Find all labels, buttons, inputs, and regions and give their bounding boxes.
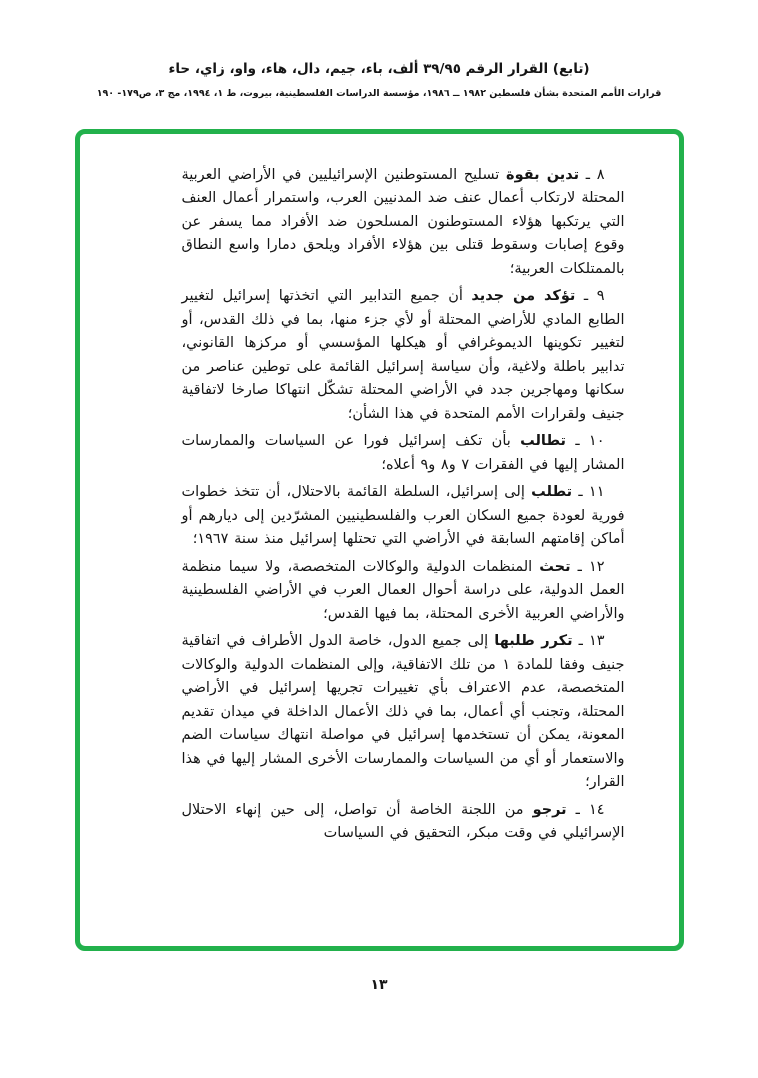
- resolution-body: [182, 164, 625, 846]
- resolution-paragraph-12: [182, 556, 625, 627]
- paragraph-lead: تحث: [539, 558, 571, 575]
- highlight-border-box: [75, 129, 684, 951]
- paragraph-lead: تكرر طلبها: [494, 633, 573, 650]
- resolution-paragraph-13: [182, 630, 625, 795]
- paragraph-text: المنظمات الدولية والوكالات المتخصصة، ولا سيما منظمة العمل الدولية، على دراسة أحوال العمال العرب في الأراضي الفلسطينية والأراضي العربية الأخرى المحتلة، بما فيها القدس؛: [181, 558, 625, 622]
- paragraph-number: ١٠ ـ: [575, 433, 605, 450]
- paragraph-number: ٩ ـ: [583, 288, 605, 305]
- resolution-paragraph-8: [182, 164, 625, 282]
- paragraph-text: إلى إسرائيل، السلطة القائمة بالاحتلال، أن تتخذ خطوات فورية لعودة جميع السكان العرب والفلسطينيين المشرّدين إلى ديارهم أو أماكن إقامتهم السابقة في الأراضي التي تحتلها إسرائيل منذ سنة ١٩٦٧؛: [181, 484, 625, 548]
- paragraph-number: ١٤ ـ: [575, 801, 605, 818]
- paragraph-number: ١١ ـ: [578, 484, 605, 501]
- paragraph-lead: تؤكد من جديد: [471, 288, 576, 305]
- paragraph-lead: تطالب: [520, 433, 566, 450]
- paragraph-text: إلى جميع الدول، خاصة الدول الأطراف في اتفاقية جنيف وفقا للمادة ١ من تلك الاتفاقية، وإلى المنظمات الدولية والوكالات المتخصصة، عدم الاعتراف بأي تغييرات تجريها إسرائيل في الأراضي المحتلة، وتجنب أي أعمال، بما في ذلك الأعمال الداخلة في ميدان تقديم المعونة، يمكن أن تستخدمها إسرائيل في مواصلة انتهاك سياسات الضم والاستعمار أو أي من السياسات والممارسات الأخرى المشار إليها في هذا القرار؛: [181, 633, 625, 791]
- paragraph-lead: ترجو: [532, 801, 567, 818]
- resolution-paragraph-10: [182, 430, 625, 477]
- resolution-title: (تابع) القرار الرقم ٣٩/٩٥ ألف، باء، جيم، دال، هاء، واو، زاي، حاء: [168, 61, 590, 77]
- paragraph-text: من اللجنة الخاصة أن تواصل، إلى حين إنهاء الاحتلال الإسرائيلي في وقت مبكر، التحقيق في السياسات: [181, 801, 625, 842]
- paragraph-text: بأن تكف إسرائيل فورا عن السياسات والممارسات المشار إليها في الفقرات ٧ و٨ و٩ أعلاه؛: [181, 433, 625, 473]
- paragraph-text: أن جميع التدابير التي اتخذتها إسرائيل لتغيير الطابع المادي للأراضي المحتلة أو لأي جزء منها، بما في ذلك القدس، أو لتغيير تكوينها الديموغرافي أو هيكلها المؤسسي أو مركزها القانوني، تدابير باطلة ولاغية، وأن سياسة إسرائيل القائمة على توطين عناصر من سكانها ومهاجرين جدد في الأراضي المحتلة تشكّل انتهاكا صارخا لاتفاقية جنيف ولقرارات الأمم المتحدة في هذا الشأن؛: [181, 288, 625, 422]
- paragraph-number: ٨ ـ: [585, 166, 605, 183]
- paragraph-lead: تدين بقوة: [506, 166, 580, 183]
- source-citation: قرارات الأمم المتحدة بشأن فلسطين ١٩٨٢ ــ ١٩٨٦، مؤسسة الدراسات الفلسطينية، بيروت، ط ١، ١٩٩٤، مج ٣، ص١٧٩- ١٩٠: [96, 87, 662, 99]
- document-header: [0, 60, 758, 99]
- resolution-paragraph-14: [182, 799, 625, 846]
- paragraph-lead: تطلب: [531, 484, 573, 501]
- page-number: ١٣: [370, 976, 388, 993]
- resolution-paragraph-11: [182, 481, 625, 552]
- paragraph-number: ١٣ ـ: [578, 633, 605, 650]
- resolution-paragraph-9: [182, 285, 625, 426]
- paragraph-number: ١٢ ـ: [577, 558, 605, 575]
- paragraph-text: تسليح المستوطنين الإسرائيليين في الأراضي العربية المحتلة لارتكاب أعمال عنف ضد المدنيين العرب، واستمرار أعمال العنف التي يرتكبها هؤلاء المستوطنون المسلحون ضد الأفراد مما يسفر عن وقوع إصابات وسقوط قتلى بين هؤلاء الأفراد ويلحق دمارا واسع النطاق بالممتلكات العربية؛: [181, 166, 625, 277]
